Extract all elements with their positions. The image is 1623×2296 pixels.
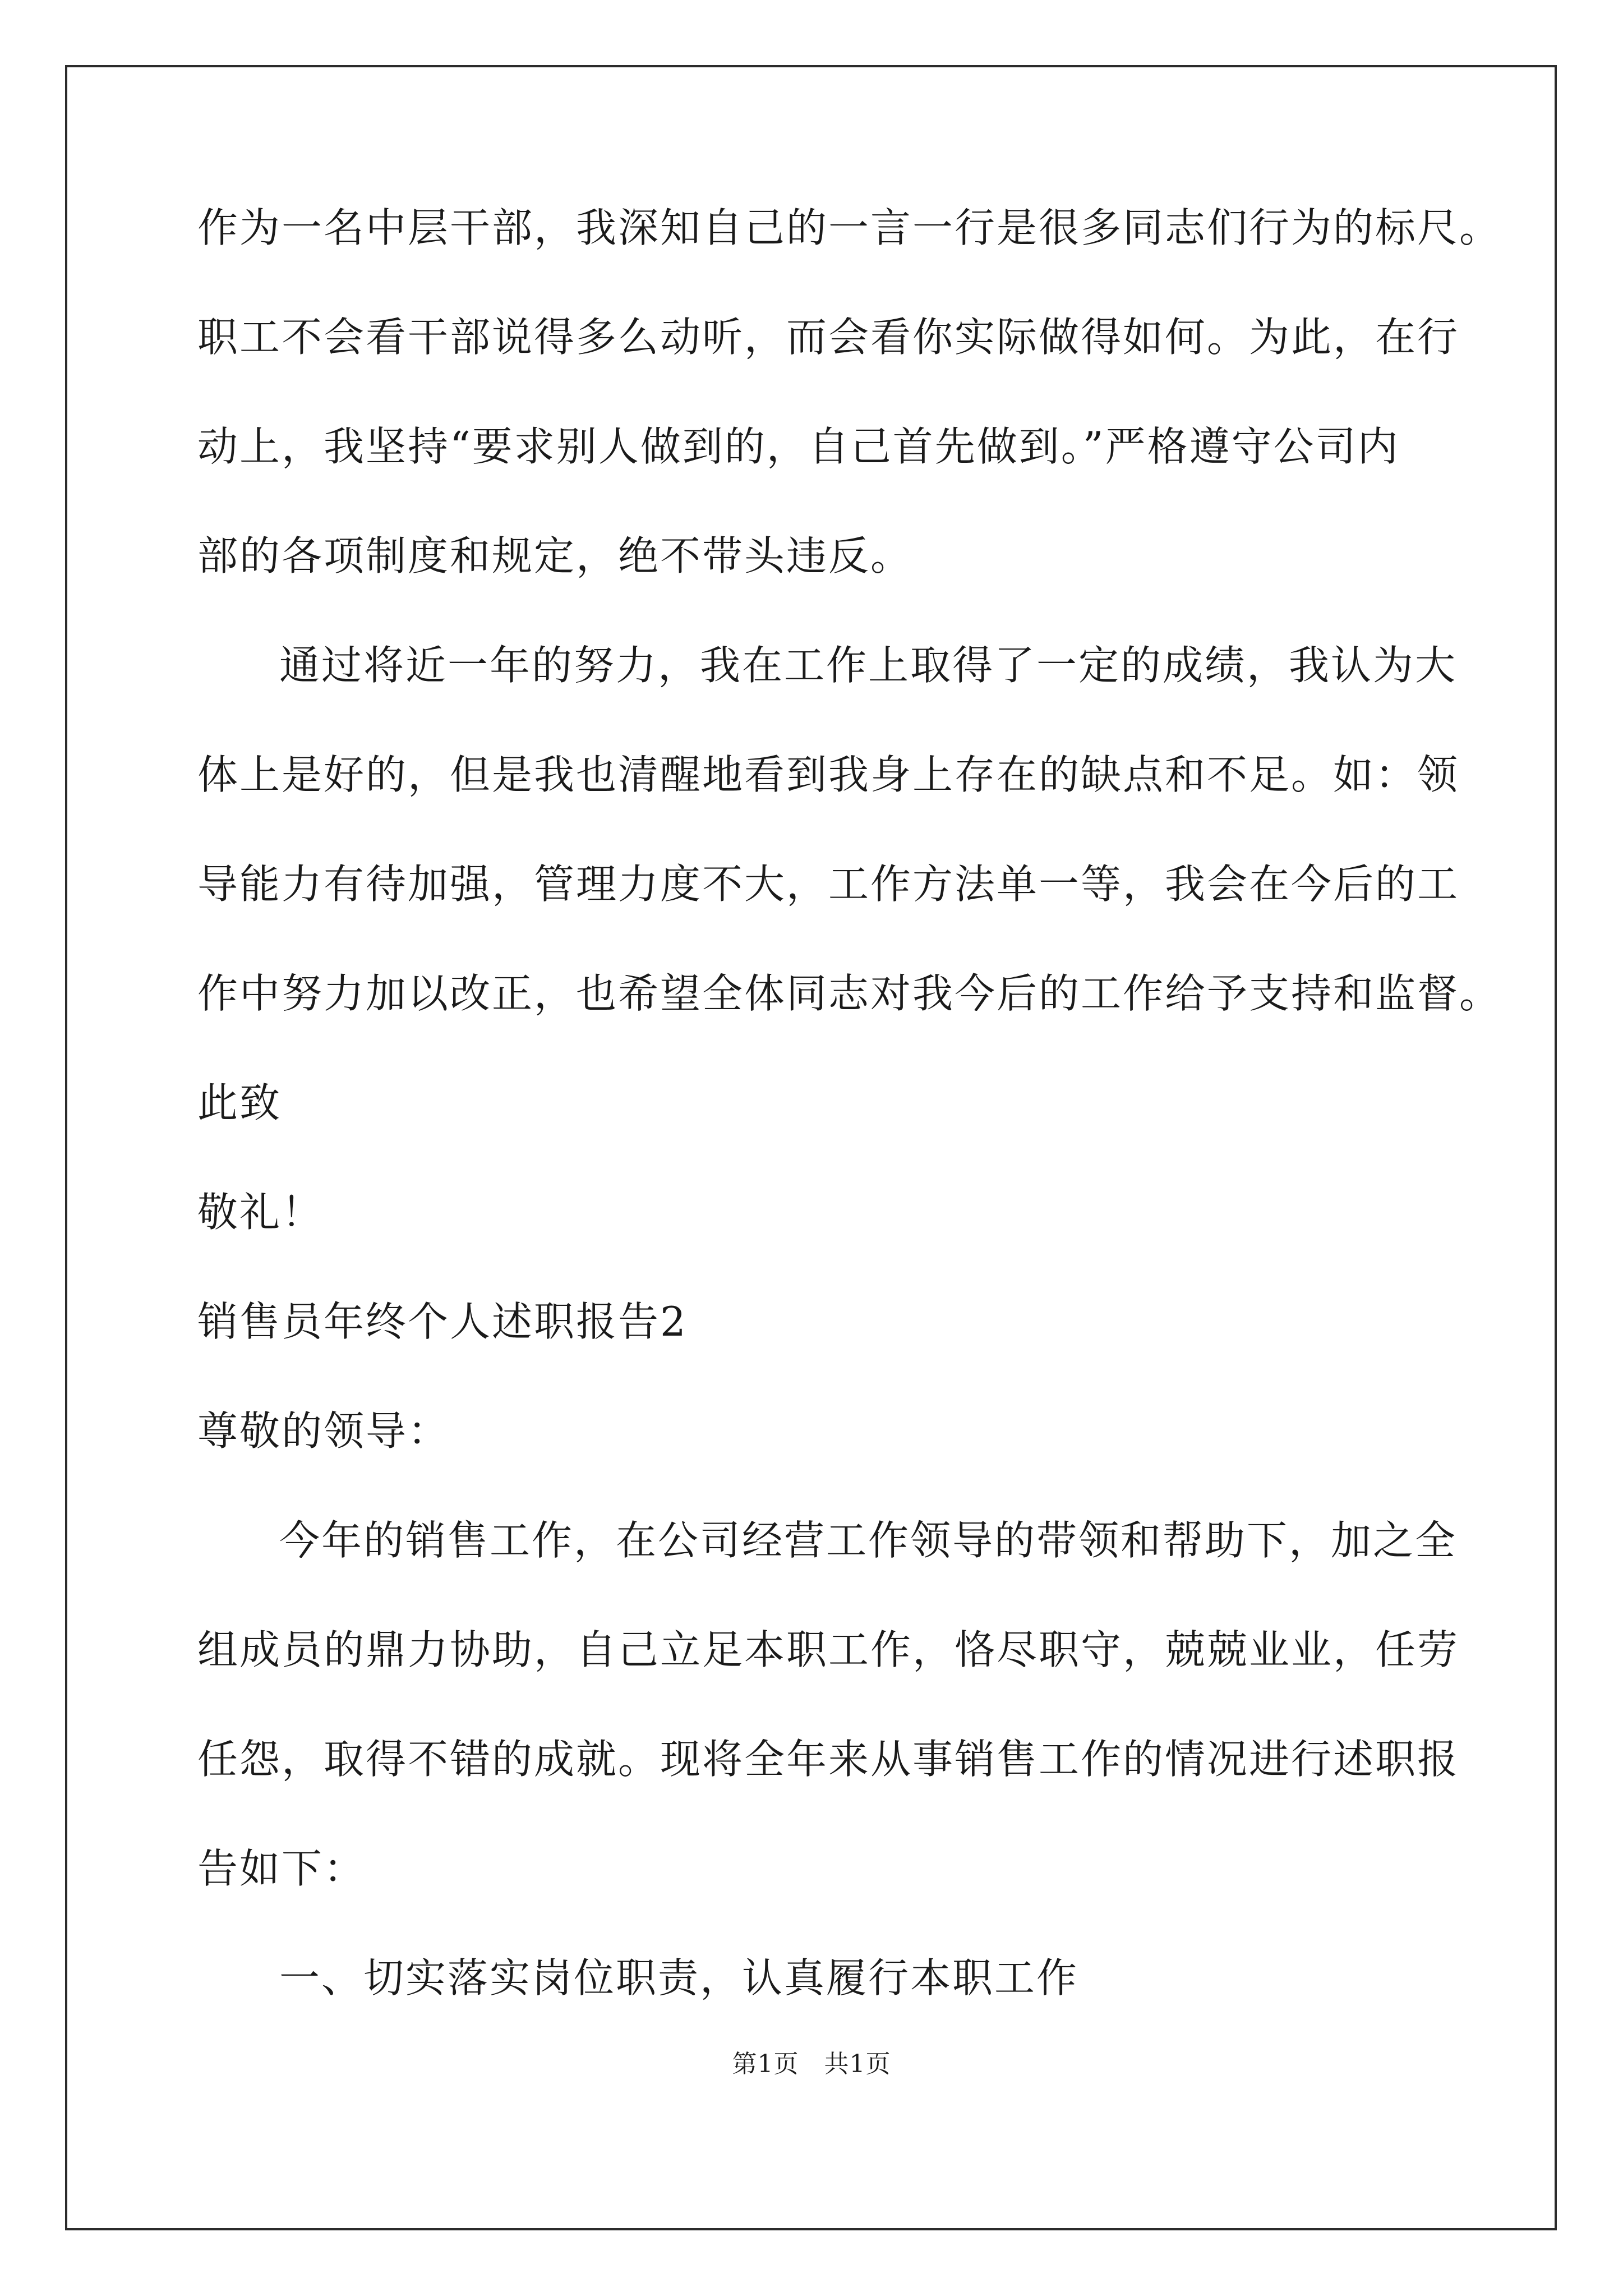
greeting: 尊敬的领导：	[197, 1407, 450, 1455]
page-footer: 第1页 共1页	[732, 2050, 891, 2078]
paragraph-line: 组成员的鼎力协助，自己立足本职工作，恪尽职守，兢兢业业，任劳	[197, 1626, 1460, 1673]
document-body	[197, 204, 1502, 2067]
paragraph-line: 作为一名中层干部，我深知自己的一言一行是很多同志们行为的标尺。	[197, 204, 1502, 251]
paragraph-line: 告如下：	[197, 1845, 366, 1892]
paragraph-line: 体上是好的，但是我也清醒地看到我身上存在的缺点和不足。如：领	[197, 751, 1460, 798]
closing-salutation: 此致	[197, 1079, 282, 1126]
section-title: 销售员年终个人述职报告2	[197, 1298, 688, 1345]
paragraph-line: 部的各项制度和规定，绝不带头违反。	[197, 532, 913, 579]
paragraph-line: 导能力有待加强，管理力度不大，工作方法单一等，我会在今后的工	[197, 861, 1460, 908]
closing-regards: 敬礼！	[197, 1189, 324, 1236]
paragraph-line: 作中努力加以改正，也希望全体同志对我今后的工作给予支持和监督。	[197, 970, 1502, 1017]
paragraph-line: 任怨，取得不错的成就。现将全年来从事销售工作的情况进行述职报	[197, 1736, 1460, 1783]
paragraph-line: 通过将近一年的努力，我在工作上取得了一定的成绩，我认为大	[279, 642, 1458, 689]
paragraph-line: 今年的销售工作，在公司经营工作领导的带领和帮助下，加之全	[279, 1517, 1458, 1564]
paragraph-line: 动上，我坚持“要求别人做到的，自己首先做到。”严格遵守公司内	[197, 423, 1400, 470]
subsection-heading: 一、切实落实岗位职责，认真履行本职工作	[279, 1954, 1079, 2001]
paragraph-line: 职工不会看干部说得多么动听，而会看你实际做得如何。为此，在行	[197, 314, 1460, 361]
